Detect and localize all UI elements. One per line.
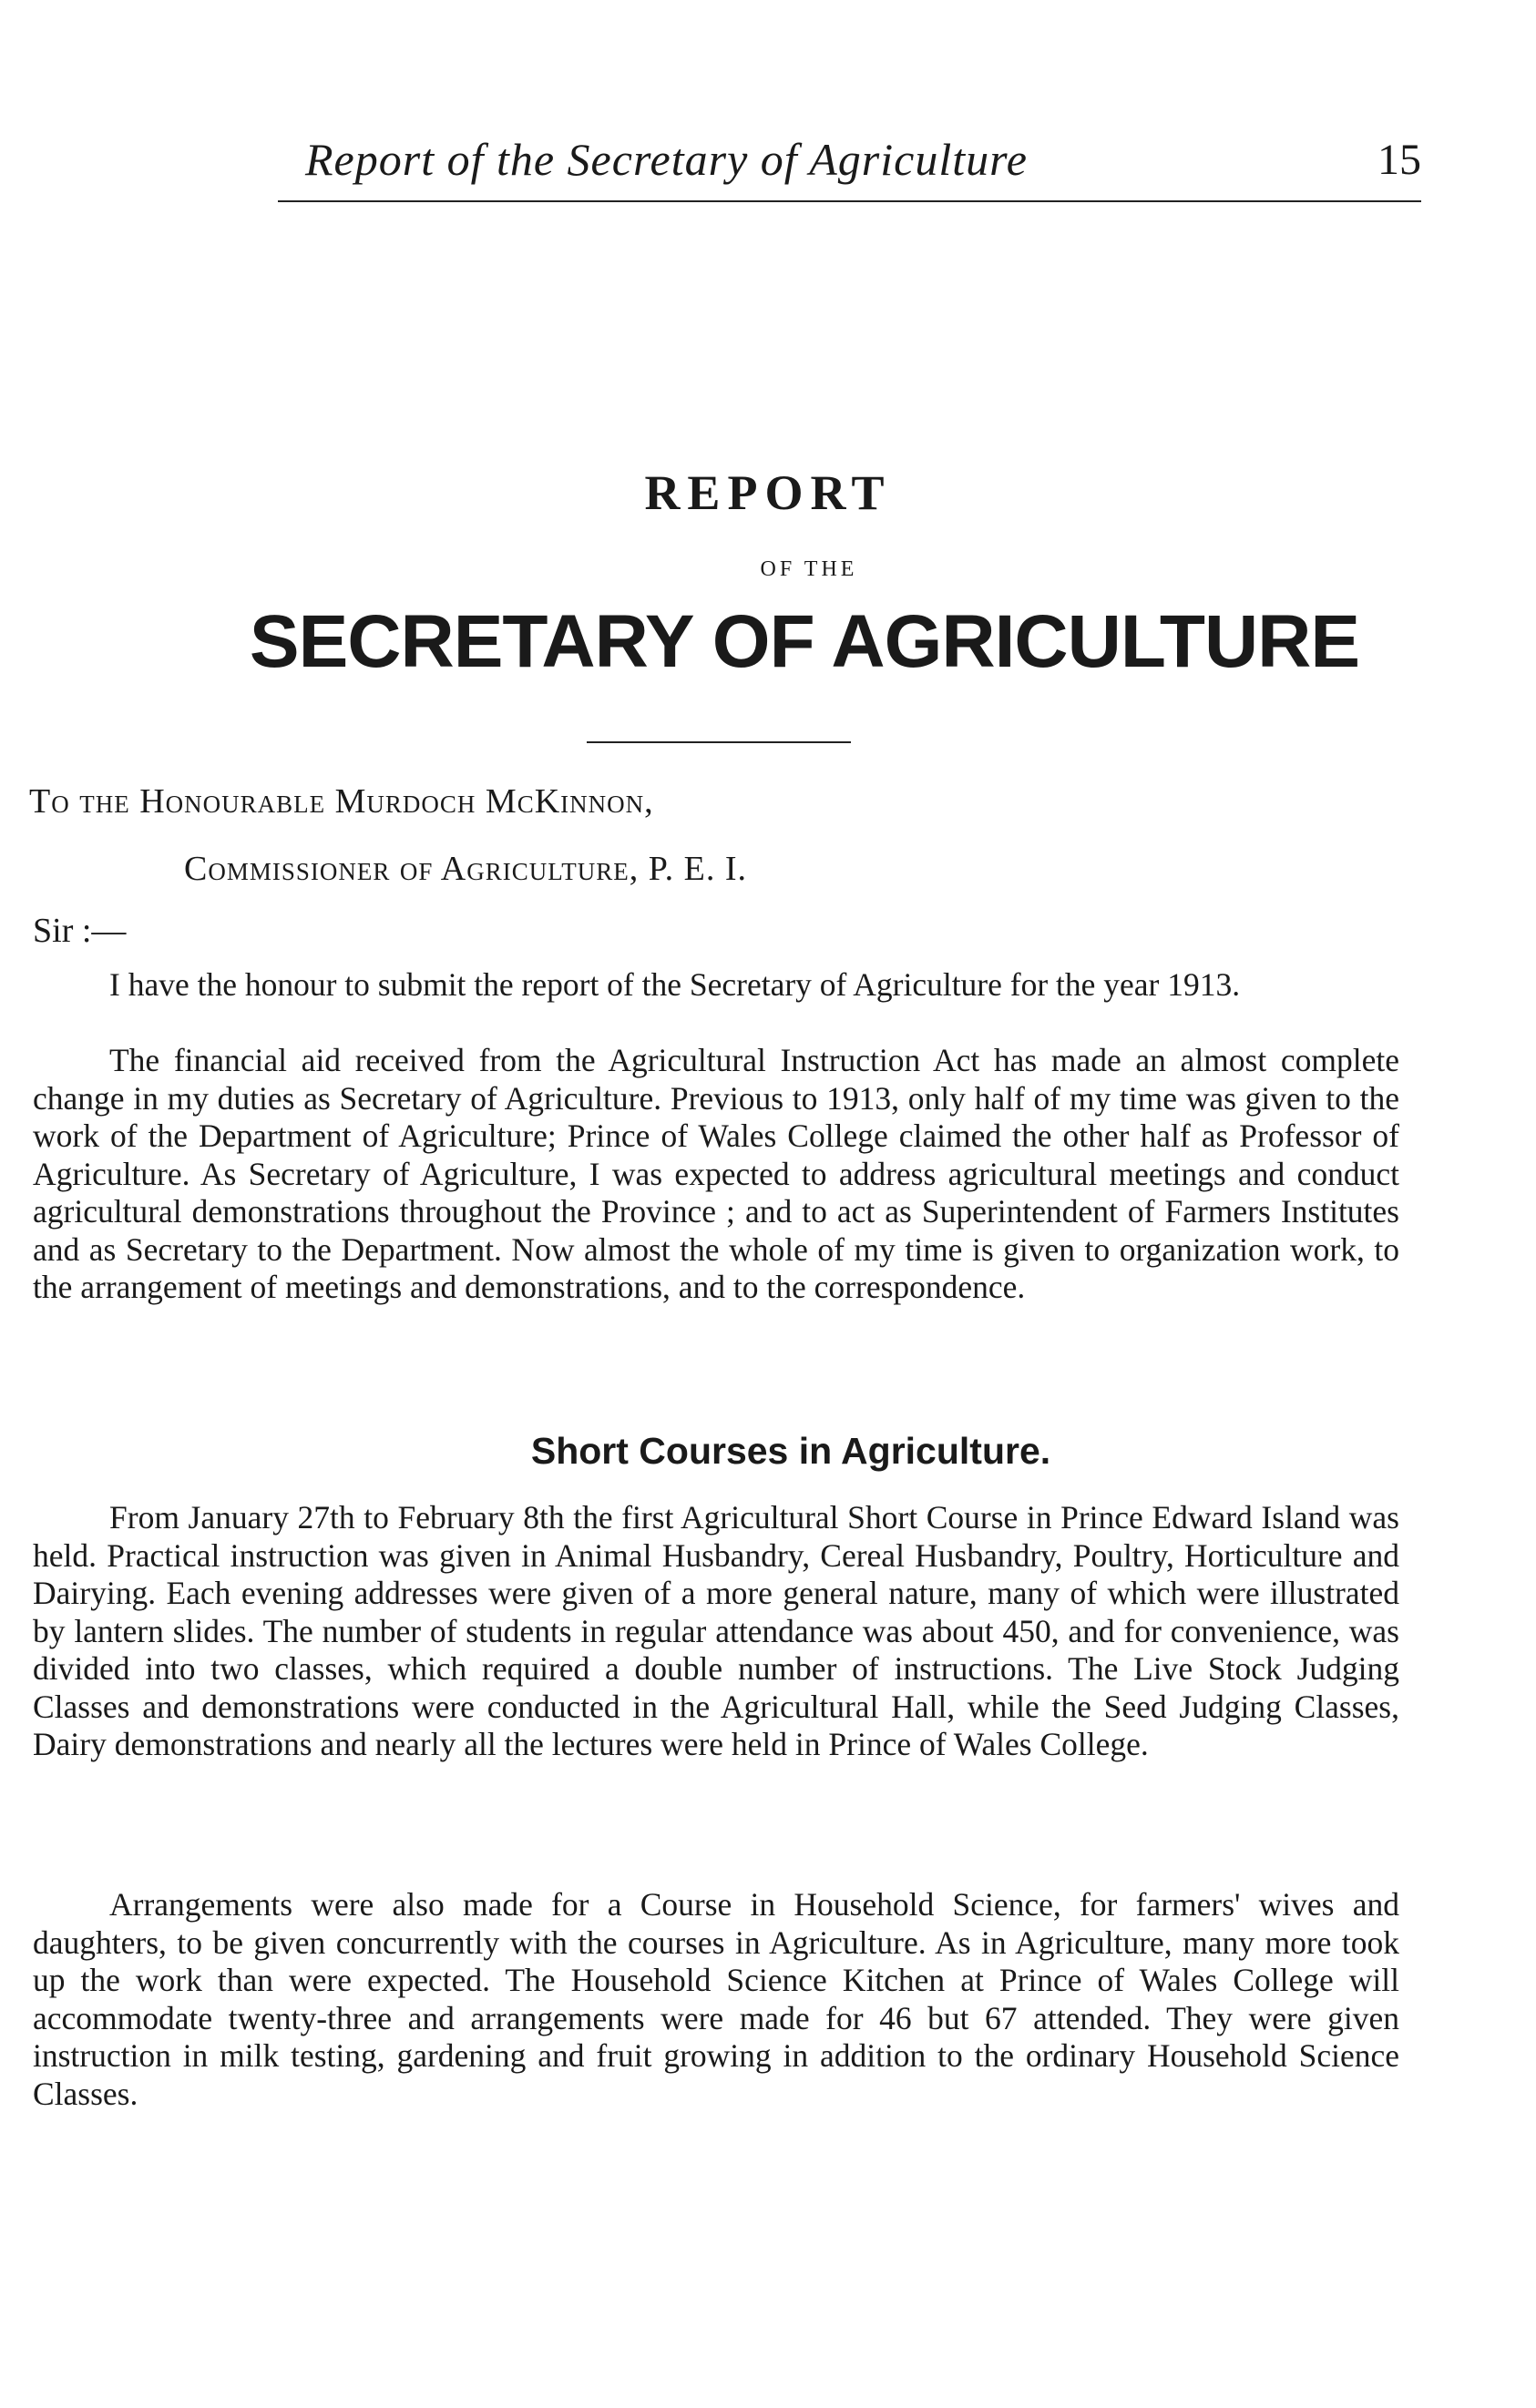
- running-title: Report of the Secretary of Agriculture: [305, 134, 1028, 185]
- paragraph-household-science: Arrangements were also made for a Course in Household Science, for farmers' wives and daughters, to be given concurrently with the courses in Agriculture. As in Agriculture, many more took up the work than were expected. The Household Science Kitchen at Prince of Wales College will accommodate twenty-three and arrangements were made for 46 but 67 attended. They were given instruction in milk testing, gardening and fruit growing in addition to the ordinary Household Science Classes.: [33, 1886, 1399, 2112]
- page-number: 15: [1377, 136, 1421, 184]
- title-divider: [587, 741, 851, 743]
- page-title: SECRETARY OF AGRICULTURE: [249, 600, 1360, 683]
- title-report: REPORT: [644, 465, 892, 520]
- addressee-title: Commissioner of Agriculture, P. E. I.: [184, 850, 748, 888]
- salutation: Sir :—: [33, 912, 127, 950]
- title-of-the: OF THE: [760, 557, 858, 581]
- paragraph-short-course: From January 27th to February 8th the first Agricultural Short Course in Prince Edward Island was held. Practical instruction was given in Animal Husbandry, Cereal Husbandry, Poultry, Horticulture and Dairying. Each evening addresses were given of a more general nature, many of which were illustrated by lantern slides. The number of students in regular attendance was about 450, and for convenience, was divided into two classes, which required a double number of instructions. The Live Stock Judging Classes and demonstrations were conducted in the Agricultural Hall, while the Seed Judging Classes, Dairy demonstrations and nearly all the lectures were held in Prince of Wales College.: [33, 1499, 1399, 1762]
- section-heading: Short Courses in Agriculture.: [530, 1430, 1051, 1472]
- addressee-name: To the Honourable Murdoch McKinnon,: [29, 782, 654, 821]
- paragraph-intro: I have the honour to submit the report of the Secretary of Agriculture for the year 1913.: [109, 966, 1241, 1003]
- running-head: [278, 128, 1421, 202]
- paragraph-financial-aid: The financial aid received from the Agricultural Instruction Act has made an almost complete change in my duties as Secretary of Agriculture. Previous to 1913, only half of my time was given to the work of the Department of Agriculture; Prince of Wales College claimed the other half as Professor of Agriculture. As Secretary of Agriculture, I was expected to address agricultural meetings and conduct agricultural demonstrations throughout the Province ; and to act as Superintendent of Farmers Institutes and as Secretary to the Department. Now almost the whole of my time is given to organization work, to the arrangement of meetings and demonstrations, and to the correspondence.: [33, 1042, 1399, 1305]
